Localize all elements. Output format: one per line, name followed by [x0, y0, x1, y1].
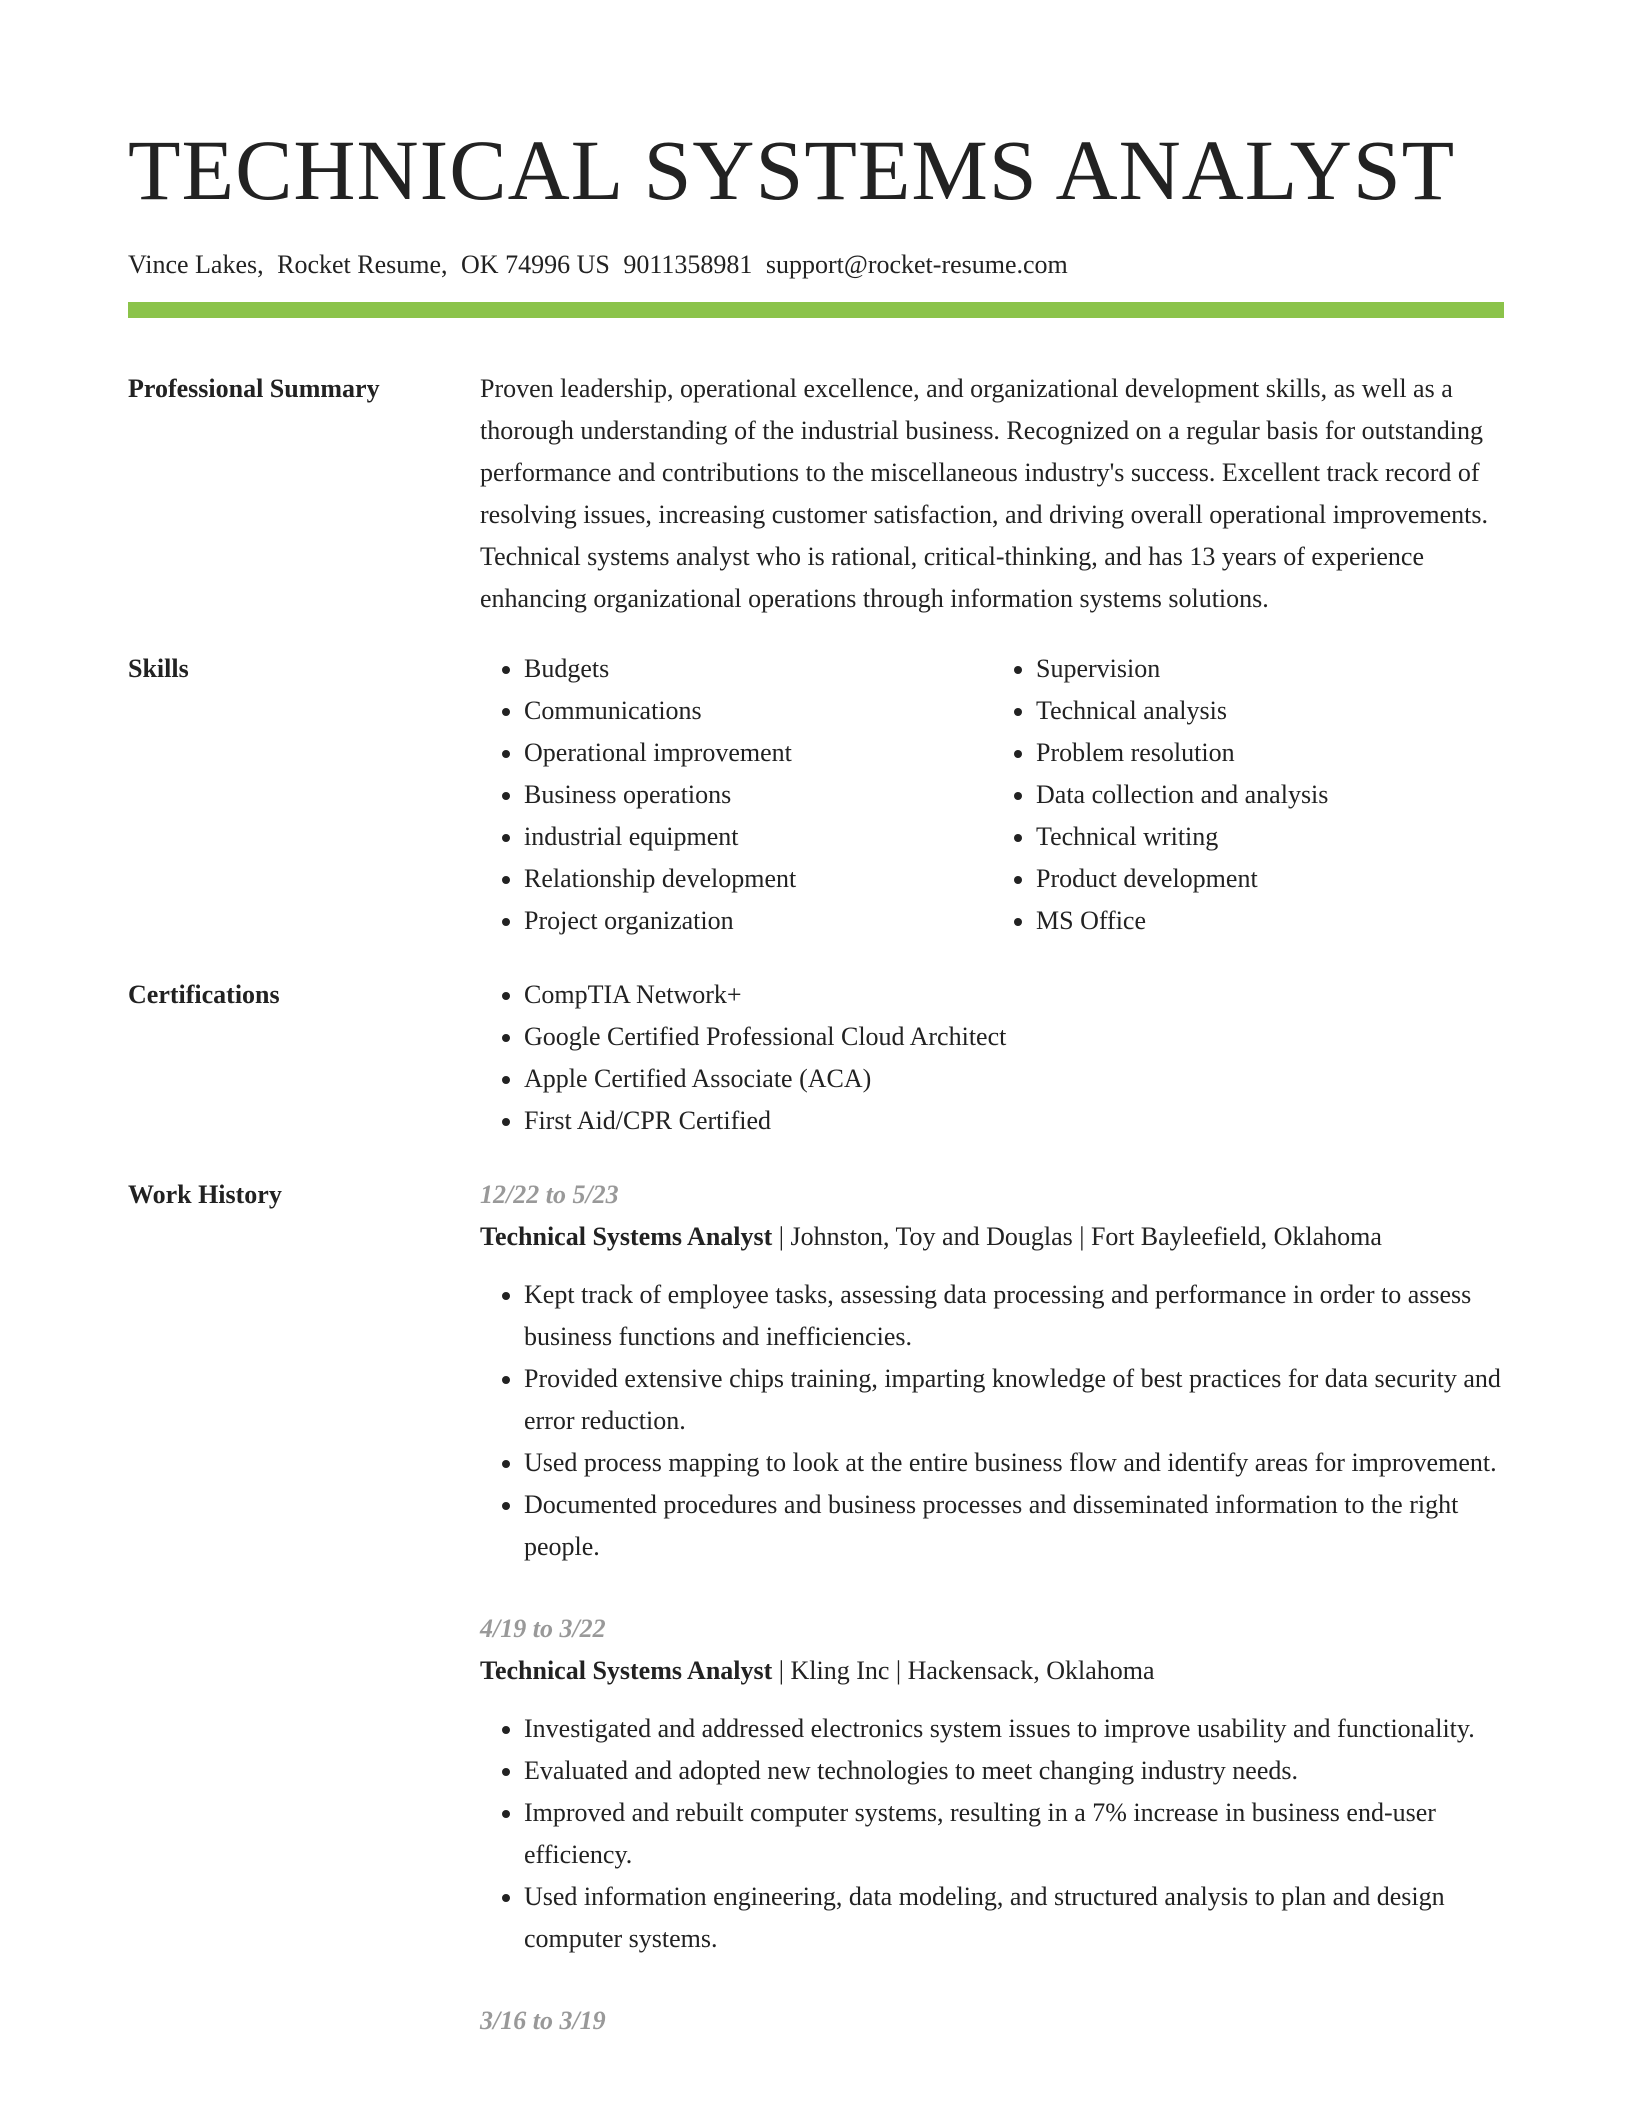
skill-item: • Problem resolution: [1036, 732, 1504, 774]
skills-heading: Skills: [128, 654, 189, 683]
job-bullet: • Kept track of employee tasks, assessing data processing and performance in order to assess business functions and inefficiencies.: [524, 1274, 1504, 1358]
skill-item: • Project organization: [524, 900, 992, 942]
job-bullet: • Used information engineering, data modeling, and structured analysis to plan and design computer systems.: [524, 1876, 1504, 1960]
work-history-section: [128, 1174, 1504, 2082]
skills-list-right: [992, 648, 1504, 942]
contact-region: OK 74996 US: [461, 250, 610, 279]
job-bullet: • Documented procedures and business processes and disseminated information to the right people.: [524, 1484, 1504, 1568]
certification-item: • CompTIA Network+: [524, 974, 1504, 1016]
job-dates: 4/19 to 3/22: [480, 1614, 606, 1643]
contact-phone: 9011358981: [623, 250, 753, 279]
job-bullet: • Improved and rebuilt computer systems, resulting in a 7% increase in business end-user efficiency.: [524, 1792, 1504, 1876]
job-bullet: • Investigated and addressed electronics system issues to improve usability and functionality.: [524, 1708, 1504, 1750]
job-header: [480, 1216, 1504, 1258]
summary-heading: Professional Summary: [128, 374, 380, 403]
job-header: [480, 1650, 1504, 1692]
job-details: | Kling Inc | Hackensack, Oklahoma: [772, 1656, 1155, 1685]
job-bullet: • Used process mapping to look at the entire business flow and identify areas for improvement.: [524, 1442, 1504, 1484]
work-history-heading: Work History: [128, 1180, 282, 1209]
skill-item: • Data collection and analysis: [1036, 774, 1504, 816]
skill-item: • Technical writing: [1036, 816, 1504, 858]
summary-text: Proven leadership, operational excellence, and organizational development skills, as well as a thorough understanding of the industrial business. Recognized on a regular basis for outstanding performance and contributions to the miscellaneous industry's success. Excellent track record of resolving issues, increasing customer satisfaction, and driving overall operational improvements. Technical systems analyst who is rational, critical-thinking, and has 13 years of experience enhancing organizational operations through information systems solutions.: [480, 374, 1488, 613]
job-title: Technical Systems Analyst: [480, 1656, 773, 1685]
certifications-heading: Certifications: [128, 980, 280, 1009]
contact-line: [128, 248, 1504, 282]
skill-item: • Relationship development: [524, 858, 992, 900]
job-bullets: [480, 1708, 1504, 1960]
skill-item: • Supervision: [1036, 648, 1504, 690]
job-title: Technical Systems Analyst: [480, 1222, 773, 1251]
certification-item: • First Aid/CPR Certified: [524, 1100, 1504, 1142]
accent-divider: [128, 302, 1504, 318]
skills-section: [128, 648, 1504, 942]
skill-item: • Communications: [524, 690, 992, 732]
certifications-list: [480, 974, 1504, 1142]
resume-title: TECHNICAL SYSTEMS ANALYST: [128, 122, 1456, 218]
certifications-section: [128, 974, 1504, 1142]
summary-section: [128, 368, 1504, 620]
contact-name: Vince Lakes,: [128, 250, 264, 279]
job-dates: 12/22 to 5/23: [480, 1180, 619, 1209]
job-bullet: • Evaluated and adopted new technologies to meet changing industry needs.: [524, 1750, 1504, 1792]
job-details: | Johnston, Toy and Douglas | Fort Bayleefield, Oklahoma: [772, 1222, 1382, 1251]
skill-item: • Operational improvement: [524, 732, 992, 774]
skill-item: • Business operations: [524, 774, 992, 816]
job-bullet: • Provided extensive chips training, imparting knowledge of best practices for data security and error reduction.: [524, 1358, 1504, 1442]
job-entry: [480, 1174, 1504, 1568]
job-entry: [480, 1608, 1504, 1960]
contact-company: Rocket Resume,: [277, 250, 448, 279]
skill-item: • MS Office: [1036, 900, 1504, 942]
job-bullets: [480, 1274, 1504, 1568]
contact-email: support@rocket-resume.com: [765, 250, 1068, 279]
job-entry: [480, 2000, 1504, 2042]
skill-item: • Technical analysis: [1036, 690, 1504, 732]
resume-page: [128, 120, 1504, 2082]
certification-item: • Google Certified Professional Cloud Architect: [524, 1016, 1504, 1058]
certification-item: • Apple Certified Associate (ACA): [524, 1058, 1504, 1100]
skills-list-left: [480, 648, 992, 942]
skill-item: • industrial equipment: [524, 816, 992, 858]
skill-item: • Product development: [1036, 858, 1504, 900]
skill-item: • Budgets: [524, 648, 992, 690]
job-dates: 3/16 to 3/19: [480, 2006, 606, 2035]
